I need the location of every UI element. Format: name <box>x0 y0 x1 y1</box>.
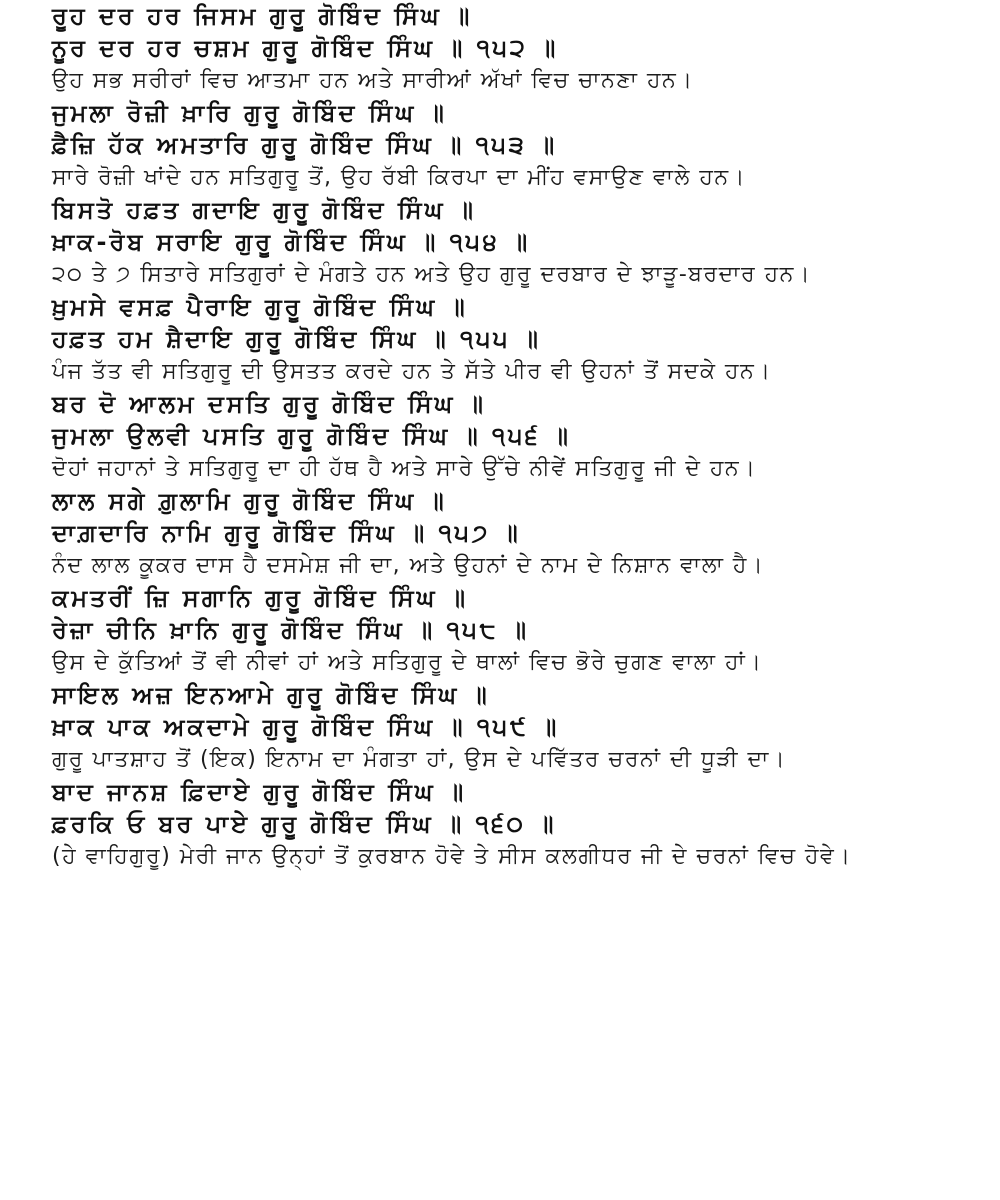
verse-meaning: ਦੋਹਾਂ ਜਹਾਨਾਂ ਤੇ ਸਤਿਗੁਰੂ ਦਾ ਹੀ ਹੱਥ ਹੈ ਅਤੇ ਸਾਰੇ ਉੱਚੇ ਨੀਵੇਂ ਸਤਿਗੁਰੂ ਜੀ ਦੇ ਹਨ। <box>52 456 757 481</box>
verse-line-numbered: ਜੁਮਲਾ ਉਲਵੀ ਪਸਤਿ ਗੁਰੂ ਗੋਬਿੰਦ ਸਿੰਘ ॥ ੧੫੬ ॥ <box>52 422 571 450</box>
stanza-158 <box>0 582 1000 679</box>
stanza-157 <box>0 485 1000 582</box>
verse-line-numbered: ਖ਼ਾਕ-ਰੋਬ ਸਰਾਇ ਗੁਰੂ ਗੋਬਿੰਦ ਸਿੰਘ ॥ ੧੫੪ ॥ <box>52 228 531 256</box>
stanza-152 <box>0 0 1000 97</box>
verse-line-numbered: ਰੇਜ਼ਾ ਚੀਨਿ ਖ਼ਾਨਿ ਗੁਰੂ ਗੋਬਿੰਦ ਸਿੰਘ ॥ ੧੫੮ ॥ <box>52 616 530 644</box>
verse-meaning: ਸਾਰੇ ਰੋਜ਼ੀ ਖਾਂਦੇ ਹਨ ਸਤਿਗੁਰੂ ਤੋਂ, ਉਹ ਰੱਬੀ ਕਿਰਪਾ ਦਾ ਮੀਂਹ ਵਸਾਉਣ ਵਾਲੇ ਹਨ। <box>52 165 746 190</box>
verse-line-numbered: ਫ਼ੈਜ਼ਿ ਹੱਕ ਅਮਤਾਰਿ ਗੁਰੂ ਗੋਬਿੰਦ ਸਿੰਘ ॥ ੧੫੩ ॥ <box>52 131 558 159</box>
verse-line: ਰੂਹ ਦਰ ਹਰ ਜਿਸਮ ਗੁਰੂ ਗੋਬਿੰਦ ਸਿੰਘ ॥ <box>52 2 473 30</box>
verse-line: ਬਾਦ ਜਾਨਸ਼ ਫ਼ਿਦਾਏ ਗੁਰੂ ਗੋਬਿੰਦ ਸਿੰਘ ॥ <box>52 778 467 806</box>
stanza-154 <box>0 194 1000 291</box>
verse-line-numbered: ਨੂਰ ਦਰ ਹਰ ਚਸ਼ਮ ਗੁਰੂ ਗੋਬਿੰਦ ਸਿੰਘ ॥ ੧੫੨ ॥ <box>52 34 559 62</box>
verse-meaning: ਉਸ ਦੇ ਕੁੱਤਿਆਂ ਤੋਂ ਵੀ ਨੀਵਾਂ ਹਾਂ ਅਤੇ ਸਤਿਗੁਰੂ ਦੇ ਥਾਲਾਂ ਵਿਚ ਭੋਰੇ ਚੁਗਣ ਵਾਲਾ ਹਾਂ। <box>52 650 763 675</box>
verse-line-numbered: ਹਫ਼ਤ ਹਮ ਸ਼ੈਦਾਇ ਗੁਰੂ ਗੋਬਿੰਦ ਸਿੰਘ ॥ ੧੫੫ ॥ <box>52 325 541 353</box>
stanza-155 <box>0 291 1000 388</box>
verse-meaning: ਉਹ ਸਭ ਸਰੀਰਾਂ ਵਿਚ ਆਤਮਾ ਹਨ ਅਤੇ ਸਾਰੀਆਂ ਅੱਖਾਂ ਵਿਚ ਚਾਨਣਾ ਹਨ। <box>52 68 694 93</box>
verse-line: ਲਾਲ ਸਗੇ ਗ਼ੁਲਾਮਿ ਗੁਰੂ ਗੋਬਿੰਦ ਸਿੰਘ ॥ <box>52 487 447 515</box>
verse-line: ਕਮਤਰੀਂ ਜ਼ਿ ਸਗਾਨਿ ਗੁਰੂ ਗੋਬਿੰਦ ਸਿੰਘ ॥ <box>52 584 469 612</box>
stanza-160 <box>0 776 1000 873</box>
verse-meaning: (ਹੇ ਵਾਹਿਗੁਰੂ) ਮੇਰੀ ਜਾਨ ਉਨ੍ਹਾਂ ਤੋਂ ਕੁਰਬਾਨ ਹੋਵੇ ਤੇ ਸੀਸ ਕਲਗੀਧਰ ਜੀ ਦੇ ਚਰਨਾਂ ਵਿਚ ਹੋਵੇ। <box>52 844 852 869</box>
verse-line-numbered: ਦਾਗ਼ਦਾਰਿ ਨਾਮਿ ਗੁਰੂ ਗੋਬਿੰਦ ਸਿੰਘ ॥ ੧੫੭ ॥ <box>52 519 521 547</box>
verse-line: ਸਾਇਲ ਅਜ਼ ਇਨਆਮੇ ਗੁਰੂ ਗੋਬਿੰਦ ਸਿੰਘ ॥ <box>52 681 490 709</box>
verse-line: ਬਿਸਤੋ ਹਫ਼ਤ ਗਦਾਇ ਗੁਰੂ ਗੋਬਿੰਦ ਸਿੰਘ ॥ <box>52 196 476 224</box>
verse-line: ਜੁਮਲਾ ਰੋਜ਼ੀ ਖ਼ਾਰਿ ਗੁਰੂ ਗੋਬਿੰਦ ਸਿੰਘ ॥ <box>52 99 447 127</box>
verse-line: ਖ਼ੁਮਸੇ ਵਸਫ਼ ਪੈਰਾਇ ਗੁਰੂ ਗੋਬਿੰਦ ਸਿੰਘ ॥ <box>52 293 468 321</box>
verse-meaning: ਨੰਦ ਲਾਲ ਕੂਕਰ ਦਾਸ ਹੈ ਦਸਮੇਸ਼ ਜੀ ਦਾ, ਅਤੇ ਉਹਨਾਂ ਦੇ ਨਾਮ ਦੇ ਨਿਸ਼ਾਨ ਵਾਲਾ ਹੈ। <box>52 553 765 578</box>
verse-meaning: ੨੦ ਤੇ ੭ ਸਿਤਾਰੇ ਸਤਿਗੁਰਾਂ ਦੇ ਮੰਗਤੇ ਹਨ ਅਤੇ ਉਹ ਗੁਰੂ ਦਰਬਾਰ ਦੇ ਝਾੜੂ-ਬਰਦਾਰ ਹਨ। <box>52 262 812 287</box>
verse-meaning: ਪੰਜ ਤੱਤ ਵੀ ਸਤਿਗੁਰੂ ਦੀ ਉਸਤਤ ਕਰਦੇ ਹਨ ਤੇ ਸੱਤੇ ਪੀਰ ਵੀ ਉਹਨਾਂ ਤੋਂ ਸਦਕੇ ਹਨ। <box>52 359 772 384</box>
stanza-159 <box>0 679 1000 776</box>
verse-meaning: ਗੁਰੂ ਪਾਤਸ਼ਾਹ ਤੋਂ (ਇਕ) ਇਨਾਮ ਦਾ ਮੰਗਤਾ ਹਾਂ, ਉਸ ਦੇ ਪਵਿੱਤਰ ਚਰਨਾਂ ਦੀ ਧੂੜੀ ਦਾ। <box>52 747 787 772</box>
verse-line: ਬਰ ਦੋ ਆਲਮ ਦਸਤਿ ਗੁਰੂ ਗੋਬਿੰਦ ਸਿੰਘ ॥ <box>52 390 486 418</box>
stanza-156 <box>0 388 1000 485</box>
verse-line-numbered: ਫ਼ਰਕਿ ਓ ਬਰ ਪਾਏ ਗੁਰੂ ਗੋਬਿੰਦ ਸਿੰਘ ॥ ੧੬੦ ॥ <box>52 810 557 838</box>
stanza-153 <box>0 97 1000 194</box>
verse-line-numbered: ਖ਼ਾਕ ਪਾਕ ਅਕਦਾਮੇ ਗੁਰੂ ਗੋਬਿੰਦ ਸਿੰਘ ॥ ੧੫੯ ॥ <box>52 713 560 741</box>
